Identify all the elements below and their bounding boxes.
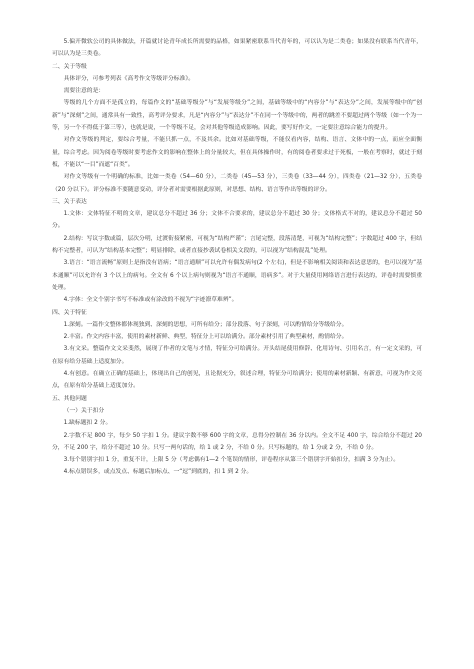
section-heading: 四、关于特征 <box>52 309 87 316</box>
paragraph: 3.每个错别字扣 1 分，重复不计，上限 5 分（考虑偶有1—2 个笔误的情形，评卷程序从第三个错别字开始扣分，扣满 3 分为止）。 <box>63 457 400 464</box>
paragraph: 2.丰富。作文内容丰富，使用的素材新鲜、典型，特征分上可以给满分。部分素材引用了典型素材，酌情给分。 <box>63 334 348 341</box>
paragraph: 需要注意的是： <box>63 88 105 95</box>
paragraph: 1.文体：文体特征不明的文章，建议总分不超过 36 分；文体不合要求的，建议总分不超过 30 分；文体格式不对的，建议总分不超过 50 分。 <box>52 211 422 230</box>
paragraph: 4.有创意。在确立正确的基础上，体现出自己的创见，且论据充分，叙述合理，特征分可给满分；使用的素材新颖、有新意，可视为作文亮点，在原有给分基础上适度加分。 <box>52 371 422 390</box>
paragraph: 1.深刻。一篇作文整体都体现独到、深刻的思想，可所有给分；部分段落、句子深刻，可以酌情给分等级给分。 <box>63 321 348 328</box>
paragraph: 2.结构：写议字数或篇，层次分明，过渡衔接紧密，可视为“结构严谨”；言尾完整，段落清楚，可视为“结构完整”；字数超过 400 字，但结构不完整者，可认为“结构基本完整”；明显排除，或者直接抄袭试卷相关文段的，可以视为“结构混乱”处理。 <box>52 235 422 255</box>
paragraph: 3.有文采。整篇作文文采斐然，展现了作者的文笔与才情，特征分可给满分。开头结尾使用修辞、化用诗句、引用名言，有一定文采的，可在原有给分基础上适度加分。 <box>52 346 422 365</box>
paragraph: 等级的几个方面不是孤立的，每篇作文的“基础等级分”与“发展等级分”之间，基础等级中的“内容分”与“表达分”之间，发展等级中的“创新”与“深刻”之间，通常具有一致性，高考评分要求，凡是“内容分”与“表达分”不在同一个等级中的，两者的跳差不要超过两个等级（如一个为一等，另一个不得低于第三等），也就是说，一个等级不足，会对其他等级造成影响。因此，要写好作文，一定要注意综合能力的提升。 <box>52 100 422 132</box>
section-heading: 二、关于等级 <box>52 63 87 70</box>
paragraph: 具体评分，可参考列表《高考作文等级评分标准》。 <box>63 75 195 82</box>
paragraph: 4.标点错误多，或点发点、标题后加标点、一“逗”到底的，扣 1 到 2 分。 <box>63 469 253 476</box>
paragraph: 1.缺标题扣 2 分。 <box>63 420 112 427</box>
paragraph: 5.偏开微软公司的具体做法，开篇就讨论青年成长所需要的品格，如果紧密联系当代青年的，可以认为是二类卷；如果没有联系当代青年，可以认为是三类卷。 <box>52 39 422 58</box>
subsection-heading: （一）关于扣分 <box>63 407 105 414</box>
paragraph: 2.字数不足 800 字，每少 50 字扣 1 分。建议字数不够 600 字的文章，总得分控制在 36 分以内。全文不足 400 字，综合给分不超过 20 分，不足 200 字，给分不超过 10 分。只写一两句话的，给 1 或 2 分，不给 0 分。只写标题的，给 1 分或 2 分，不给 0 分。 <box>52 432 422 451</box>
paragraph: 4.字体：全文个别字书写不标准或有涂改的不视为“字迹潦草难辨”。 <box>63 297 238 304</box>
paragraph: 对作文等级的判定，要综合考量，不能只抓一点，不及其余。比如对基础等级，不能仅看内容，结构、语言、文体中的一点，而应全面衡量，综合考虑。因为阅卷等级时要考虑作文的影响在整体上的分量较大，但在具体操作时，有的阅卷者要求过于死板，一般在考察时，就过于刻板，不能以“一目”而遮“百类”。 <box>52 137 422 168</box>
section-heading: 三、关于表达 <box>52 198 87 205</box>
paragraph: 对作文等级有一个明确的标准，比如一类卷（54—60 分），二类卷（45—53 分），三类卷（33—44 分），四类卷（21—32 分），五类卷（20 分以下）。评分标准不要随意变动，评分者对需要根据此原则，对思想、结构、语言等作出等级的评分。 <box>52 174 422 193</box>
section-heading: 五、其他问题 <box>52 395 87 402</box>
paragraph: 3.语言：“语言流畅”原则上是指没有语病；“语言通顺”可以允许有偶发病句(2 个左右)，但是不影响相关阅读和表达意思的，也可以视为“基本通顺”可以允许有 3 个以上的病句。全文有 6 个以上病句则视为“语言不通顺，语病多”。对于大量使用网络语言进行表达的，评卷时需要慎重处理。 <box>52 260 422 291</box>
